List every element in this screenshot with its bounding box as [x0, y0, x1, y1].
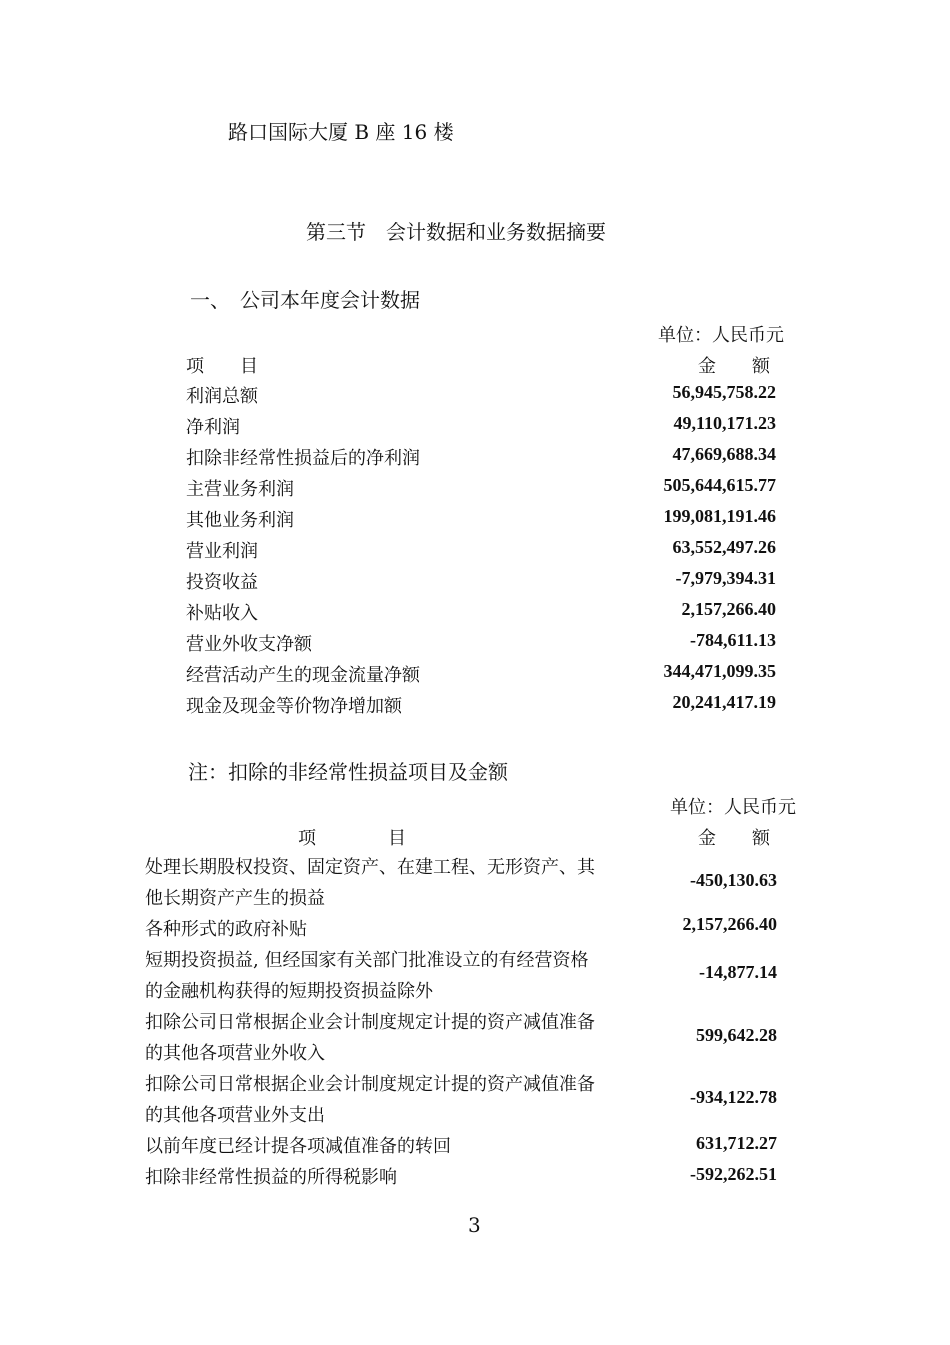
table-row-value: -934,122.78	[690, 1087, 777, 1107]
table-row-label: 补贴收入	[186, 603, 258, 624]
table-row-value: 47,669,688.34	[672, 444, 776, 464]
table-row-value: 599,642.28	[696, 1025, 777, 1045]
table2-header-amount: 金 额	[698, 828, 770, 849]
table-row-label: 扣除非经常性损益的所得税影响	[145, 1167, 397, 1188]
table1-unit: 单位：人民币元	[658, 325, 784, 346]
table-row-value: 20,241,417.19	[672, 692, 776, 712]
table-row-value: 631,712.27	[696, 1133, 777, 1153]
table-row-label: 净利润	[186, 417, 240, 438]
table-row-label: 各种形式的政府补贴	[145, 919, 307, 940]
page-number: 3	[468, 1213, 481, 1237]
table-row-label: 扣除公司日常根据企业会计制度规定计提的资产减值准备的其他各项营业外支出	[145, 1074, 595, 1126]
table-row-label: 现金及现金等价物净增加额	[186, 696, 402, 717]
table-row-value: 56,945,758.22	[672, 382, 776, 402]
table1-header-amount: 金 额	[698, 356, 770, 377]
table1-header-item: 项 目	[186, 356, 258, 377]
table-row-value: 63,552,497.26	[672, 537, 776, 557]
table-row-label: 扣除非经常性损益后的净利润	[186, 448, 420, 469]
table-row-label: 营业利润	[186, 541, 258, 562]
table-row-value: -592,262.51	[690, 1164, 777, 1184]
subsection-title: 一、 公司本年度会计数据	[190, 288, 420, 312]
table-row-label: 扣除公司日常根据企业会计制度规定计提的资产减值准备的其他各项营业外收入	[145, 1012, 595, 1064]
table-row-label: 主营业务利润	[186, 479, 294, 500]
table-row-value: -14,877.14	[699, 962, 777, 982]
table-row-value: -7,979,394.31	[675, 568, 776, 588]
table-row-label: 投资收益	[186, 572, 258, 593]
table-row-label: 其他业务利润	[186, 510, 294, 531]
table-row-value: 344,471,099.35	[663, 661, 776, 681]
table-row-value: 2,157,266.40	[682, 914, 777, 934]
table-row-label: 以前年度已经计提各项减值准备的转回	[145, 1136, 451, 1157]
table-row-value: 199,081,191.46	[663, 506, 776, 526]
table-row-label: 营业外收支净额	[186, 634, 312, 655]
note-title: 注：扣除的非经常性损益项目及金额	[188, 760, 508, 784]
section-title: 第三节 会计数据和业务数据摘要	[306, 220, 606, 244]
table-row-value: -450,130.63	[690, 870, 777, 890]
table2-unit: 单位：人民币元	[670, 797, 796, 818]
table-row-label: 短期投资损益, 但经国家有关部门批准设立的有经营资格的金融机构获得的短期投资损益除外	[145, 950, 589, 1002]
address-line: 路口国际大厦 B 座 16 楼	[228, 120, 454, 144]
table-row-label: 处理长期股权投资、固定资产、在建工程、无形资产、其他长期资产产生的损益	[145, 857, 595, 909]
table-row-label: 经营活动产生的现金流量净额	[186, 665, 420, 686]
table2-header-item: 项 目	[298, 828, 406, 849]
table-row-value: 505,644,615.77	[663, 475, 776, 495]
table-row-label: 利润总额	[186, 386, 258, 407]
table-row-value: -784,611.13	[689, 630, 776, 650]
table-row-value: 2,157,266.40	[681, 599, 776, 619]
table-row-value: 49,110,171.23	[673, 413, 776, 433]
